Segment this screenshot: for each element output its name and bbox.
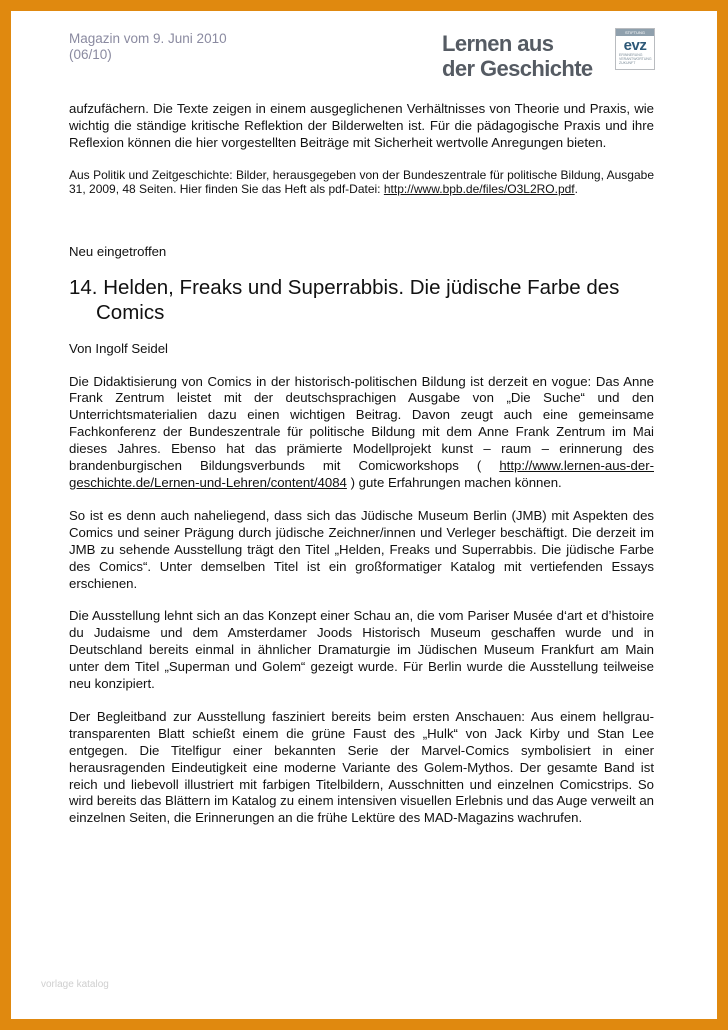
paragraph-1-text: Die Didaktisierung von Comics in der historisch-politischen Bildung ist derzeit en vogue: Das Anne Frank Zentrum leistet mit der deutschsprachigen Ausgabe von „Die Suche“ und den Unterrichtsmaterialien dazu einen wichtigen Beitrag. Davon zeugt auch eine gemeinsame Fachkonferenz der Bundeszentrale für politische Bildung mit dem Anne Frank Zentrum im Mai dieses Jahres. Ebenso hat das prämierte Modellprojekt kunst – raum – erinnerung des brandenburgischen Bildungsverbunds mit Comicworkshops ( bbox=[69, 373, 654, 474]
intro-paragraph: aufzufächern. Die Texte zeigen in einem ausgeglichenen Verhältnisses von Theorie und Praxis, wie wichtig die ständige kritische Reflektion der Bilderwelten ist. Für die pädagogische Praxis und ihre Reflexion können die hier vorgestellten Beiträge mit Sicherheit wertvolle Anregungen bieten. bbox=[69, 101, 654, 150]
pdf-link[interactable]: http://www.bpb.de/files/O3L2RO.pdf bbox=[383, 181, 575, 196]
source-end: . bbox=[574, 181, 578, 196]
evz-subtitle: ERINNERUNG VERANTWORTUNG ZUKUNFT bbox=[619, 53, 652, 65]
evz-top-label: STIFTUNG bbox=[616, 29, 654, 36]
lernen-link[interactable]: http://www.lernen-aus-der-geschichte.de/Lernen-und-Lehren/content/4084 bbox=[69, 458, 654, 490]
evz-mark: evz bbox=[623, 37, 647, 54]
document-page bbox=[11, 11, 717, 1019]
article-paragraph-3: Die Ausstellung lehnt sich an das Konzept einer Schau an, die vom Pariser Musée d‘art et d’histoire du Judaisme und dem Amsterdamer Joods Historisch Museum geschaffen wurde und in Deutschland bereits einmal in ähnlicher Dramaturgie im Jüdischen Museum Frankfurt am Main unter dem Titel „Superman und Golem“ gezeigt wurde. Für Berlin wurde die Ausstellung teilweise neu konzipiert. bbox=[69, 608, 654, 692]
site-logo[interactable] bbox=[442, 31, 593, 81]
logo-line-2: der Geschichte bbox=[442, 56, 593, 81]
article-content bbox=[69, 101, 654, 827]
section-kicker: Neu eingetroffen bbox=[69, 243, 167, 259]
watermark: vorlage katalog bbox=[41, 979, 109, 990]
article-author: Von Ingolf Seidel bbox=[69, 340, 168, 356]
evz-logo[interactable] bbox=[615, 28, 655, 70]
magazine-date: Magazin vom 9. Juni 2010 bbox=[69, 31, 227, 46]
source-citation bbox=[69, 168, 654, 196]
issue-number: (06/10) bbox=[69, 47, 112, 62]
source-text: Aus Politik und Zeitgeschichte: Bilder, herausgegeben von der Bundeszentrale für politische Bildung, Ausgabe 31, 2009, 48 Seiten. Hier finden Sie das Heft als pdf-Datei: bbox=[69, 167, 654, 196]
paragraph-1-end: ) gute Erfahrungen machen können. bbox=[350, 474, 562, 490]
article-paragraph-1 bbox=[69, 374, 654, 492]
header-meta bbox=[69, 31, 227, 63]
article-title: 14. Helden, Freaks und Superrabbis. Die jüdische Farbe des Comics bbox=[69, 275, 620, 324]
article-paragraph-2: So ist es denn auch naheliegend, dass sich das Jüdische Museum Berlin (JMB) mit Aspekten des Comics und seiner Prägung durch jüdische Zeichner/innen und Verleger beschäftigt. Die derzeit im JMB zu sehende Ausstellung trägt den Titel „Helden, Freaks und Superrabbis. Die jüdische Farbe des Comics“. Unter demselben Titel ist ein großformatiger Katalog mit vertiefenden Essays erschienen. bbox=[69, 507, 654, 591]
article-paragraph-4: Der Begleitband zur Ausstellung fasziniert bereits beim ersten Anschauen: Aus einem hellgrau-transparenten Blatt schießt einem die grüne Faust des „Hulk“ von Jack Kirby und Stan Lee entgegen. Die Titelfigur einer bekannten Serie der Marvel-Comics symbolisiert in einer herausragenden Eindeutigkeit eine moderne Variante des Golem-Mythos. Der gesamte Band ist reich und liebevoll illustriert mit farbigen Titelbildern, Ausschnitten und einzelnen Comicstrips. So wird bereits das Blättern im Katalog zu einem intensiven visuellen Erlebnis und das Auge verweilt an einzelnen Seiten, die Erinnerungen an die frühe Lektüre des MAD-Magazins wachrufen. bbox=[69, 708, 654, 826]
logo-line-1: Lernen aus bbox=[442, 31, 554, 56]
